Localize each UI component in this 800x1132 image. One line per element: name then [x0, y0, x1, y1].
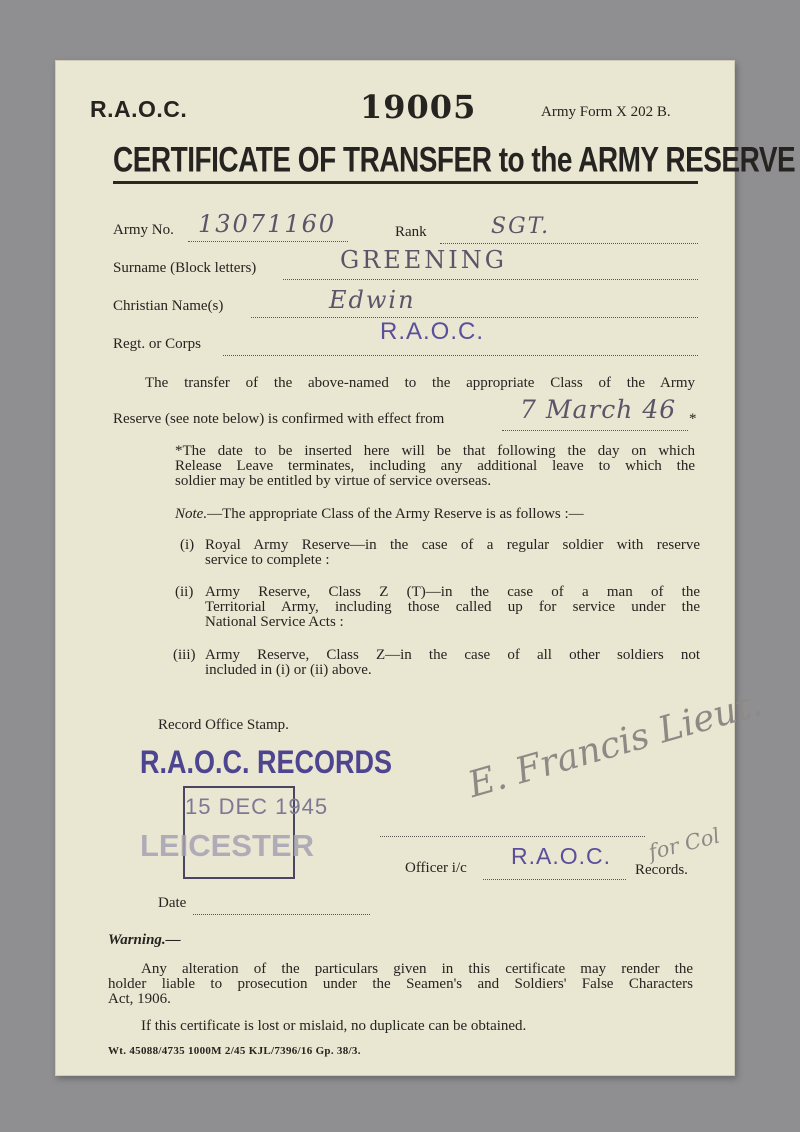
date-line [193, 900, 370, 915]
note-item-number: (iii) [173, 647, 196, 663]
army-no-value: 13071160 [198, 210, 337, 238]
signature-line [380, 822, 645, 837]
date-label: Date [158, 895, 187, 911]
officer-label: Officer i/c [405, 860, 467, 876]
record-office-stamp-label: Record Office Stamp. [158, 717, 289, 733]
note-item-line: Royal Army Reserve—in the case of a regular soldier with reserve [205, 537, 700, 553]
corps-header: R.A.O.C. [90, 96, 188, 122]
note-heading [175, 506, 584, 523]
surname-value: GREENING [340, 246, 507, 274]
footnote-line: soldier may be entitled by virtue of service overseas. [175, 473, 492, 489]
rank-label: Rank [395, 224, 427, 240]
asterisk: * [689, 411, 697, 427]
christian-name-label: Christian Name(s) [113, 298, 224, 314]
christian-name-value: Edwin [329, 286, 416, 314]
footnote-line: Release Leave terminates, including any additional leave to which the [175, 458, 695, 474]
serial-number: 19005 [360, 88, 477, 126]
footnote-line: *The date to be inserted here will be that following the day on which [175, 443, 695, 459]
note-text: —The appropriate Class of the Army Reserve is as follows :— [207, 506, 584, 522]
form-number: Army Form X 202 B. [541, 104, 671, 120]
warning-text [108, 962, 693, 1007]
note-item-number: (i) [180, 537, 195, 553]
transfer-line-2: Reserve (see note below) is confirmed with effect from [113, 411, 445, 427]
note-item [180, 538, 700, 568]
note-item [175, 585, 700, 630]
army-no-label: Army No. [113, 222, 174, 238]
christian-name-line [251, 303, 698, 318]
footnote [175, 444, 695, 489]
note-item-line: included in (i) or (ii) above. [205, 662, 372, 678]
note-item-line: Army Reserve, Class Z (T)—in the case of a man of the [205, 584, 700, 600]
officer-corps-stamp: R.A.O.C. [511, 843, 612, 869]
note-item-line: National Service Acts : [205, 614, 344, 630]
document-title: CERTIFICATE OF TRANSFER to the ARMY RESERVE [113, 140, 796, 179]
surname-label: Surname (Block letters) [113, 260, 257, 276]
transfer-line-1: The transfer of the above-named to the appropriate Class of the Army [145, 375, 695, 391]
officer-signature: E. Francis Lieut. [463, 682, 767, 806]
rank-line [440, 229, 698, 244]
warning-line: Act, 1906. [108, 991, 171, 1007]
lost-certificate-notice: If this certificate is lost or mislaid, no duplicate can be obtained. [141, 1018, 527, 1034]
stamp-line-1: R.A.O.C. RECORDS [140, 744, 393, 780]
for-col-note: for Col [646, 823, 723, 865]
warning-line: Any alteration of the particulars given in this certificate may render the [141, 961, 693, 977]
certificate-document [55, 60, 796, 1076]
note-item-line: service to complete : [205, 552, 330, 568]
note-lead: Note. [175, 506, 208, 522]
note-item-line: Territorial Army, including those called up for service under the [205, 599, 700, 615]
note-item [173, 648, 700, 678]
records-label: Records. [635, 862, 688, 878]
printer-imprint: Wt. 45088/4735 1000M 2/45 KJL/7396/16 Gp. 38/3. [108, 1045, 361, 1057]
note-item-line: Army Reserve, Class Z—in the case of all other soldiers not [205, 647, 700, 663]
title-underline [113, 181, 698, 184]
stamp-line-3: LEICESTER [140, 828, 314, 863]
warning-title: Warning.— [108, 932, 181, 948]
warning-line: holder liable to prosecution under the Seamen's and Soldiers' False Characters [108, 976, 693, 992]
rank-value: SGT. [491, 214, 551, 239]
effective-date-value: 7 March 46 [520, 395, 677, 424]
regt-value: R.A.O.C. [380, 318, 485, 345]
regt-label: Regt. or Corps [113, 336, 201, 352]
note-item-number: (ii) [175, 584, 194, 600]
stamp-date: 15 DEC 1945 [185, 794, 329, 819]
